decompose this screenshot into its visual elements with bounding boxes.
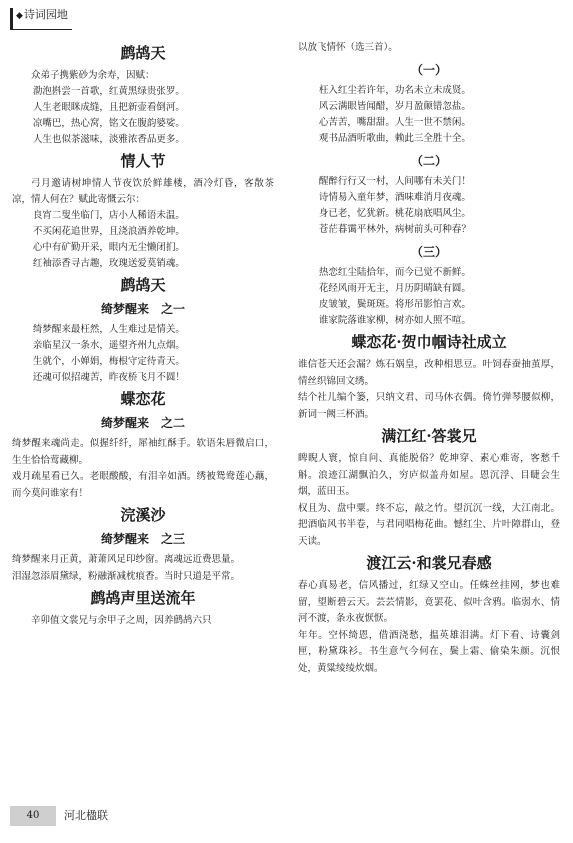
verse-line: 谁家院落谁家柳，树亦如人照不喧。 [318, 315, 471, 326]
poem-preface: 辛卯值文裳兄与余甲子之周，因养鹧鸪六只 [31, 615, 212, 626]
verse-line: 苍茫暮霭平林外，病树前头可种春？ [318, 224, 471, 235]
verse-line: 热恋红尘陆拾年，而今已觉不新鲜。 [318, 267, 471, 278]
verse-line: 凉嘴巴，热心窝，铭文在腹韵婆娑。 [32, 118, 185, 129]
poem-stanza: 绮梦醒来月正黄，萧萧风足印纱窗。离魂远近费思量。 [12, 554, 241, 565]
poem-subtitle: 绮梦醒来 之一 [100, 302, 185, 316]
poem-stanza: 泪湿忽添眉黛绿，粉融渐减枕痕香。当时只道是平常。 [12, 570, 241, 582]
preface-continuation: 以放飞情怀（选三首）。 [298, 42, 398, 53]
verse-line: 风云满眼皆闻醋，岁月盈颠错忽盐。 [318, 101, 471, 112]
poem-preface: 弓月邀请树坤情人节夜饮於鲜雄楼，酒冷灯昏，客散茶凉，情人何在？赋此寄慨云尔： [12, 178, 274, 205]
poem-stanza: 权且为、盘中粟。终不忘，敲之竹。望沉沉一线，大江南北。把酒临风书半卷，与君同唱梅花曲。憾红尘、片叶障群山，登天读。 [298, 502, 560, 547]
verse-line: 还魂可似招魂苦，昨夜桥飞月不圆！ [32, 372, 185, 383]
verse-line: 花经风雨开无主，月历阴晴缺有圆。 [318, 283, 471, 294]
poem-title: 浣溪沙 [120, 506, 166, 524]
part-number: （三） [410, 245, 447, 259]
verse-line: 醒醉行行又一村，人间哪有未关门！ [318, 176, 471, 187]
verse-line: 生就个，小婵娟，梅根守定待青天。 [32, 356, 185, 367]
poem-title: 鹧鸪声里送流年 [90, 589, 196, 607]
poem-subtitle: 绮梦醒来 之二 [100, 416, 185, 430]
poem-stanza: 春心真易老，信风播过，红绿又空山。任蛛丝挂网，梦也难留，望断碧云天。芸芸情影，竟罢花、似叶含鸦。临弱水、情河不渡，条永夜恹恹。 [298, 580, 560, 624]
poem-title: 情人节 [120, 152, 166, 170]
verse-line: 人生老眼眯成缝，且把新壶看倒河。 [32, 102, 185, 113]
poem-title: 蝶恋花·贺巾帼诗社成立 [351, 333, 507, 351]
verse-line: 枉入红尘若许年，功名未立未成贤。 [318, 85, 471, 96]
right-column [298, 40, 560, 677]
poem-title: 鹧鸪天 [120, 44, 166, 62]
left-column [12, 40, 274, 629]
poem-subtitle: 绮梦醒来 之三 [100, 532, 185, 546]
page-footer [10, 806, 190, 826]
verse-line: 绮梦醒来最枉然，人生难过是情关。 [32, 324, 185, 335]
verse-line: 良宵二叟坐临门，店小人稀语未温。 [32, 210, 185, 221]
poem-stanza: 睥睨人寰，惊自问、真能脱俗？乾坤穿、素心难寄，客愁千斛。浪迹江湖飘泊久，穷庐似盖舟如屋。恩沉浮、目睫会生烟，蓝田玉。 [298, 453, 560, 497]
poem-title: 渡江云·和裳兄春感 [366, 554, 492, 572]
verse-line: 不买闲花追世界，且浇浪酒养乾坤。 [32, 226, 185, 237]
poem-stanza: 戏月疏星看已久。老眼酸酸，有泪辛如酒。绣被鸳鸯莲心藕，而今莫问谁家有！ [12, 471, 274, 499]
verse-line: 皮皱皱，鬓斑斑。将形吊影怕言欢。 [318, 299, 471, 310]
poem-stanza: 结个社儿编个篓，只纳文君、司马休衣偶。倚竹弹琴腰似柳，新词一阙三杯酒。 [298, 392, 560, 420]
poem-title: 鹧鸪天 [120, 276, 166, 294]
verse-line: 红袖添香寻古趣，玫瑰送爱莫销魂。 [32, 258, 185, 269]
verse-line: 人生也似茶滋味，淡雅浓香品更多。 [32, 134, 185, 145]
verse-line: 身已老，忆犹新。桃花扇底唱风尘。 [318, 208, 471, 219]
verse-line: 亲临星汉一条水，遥望齐州九点烟。 [32, 340, 185, 351]
poem-stanza: 谁信苍天还会漏？炼石娲皇，改种相思豆。叶饲春蚕抽茧厚，情丝织锦回文绣。 [298, 359, 560, 387]
section-header [10, 8, 72, 30]
part-number: （一） [410, 63, 447, 77]
diamond-bullet-icon: ◆ [16, 11, 23, 21]
part-number: （二） [410, 154, 447, 168]
verse-line: 诗情易入童年梦，酒味难消月夜魂。 [318, 192, 471, 203]
page-number: 40 [10, 806, 56, 826]
verse-line: 心苦苦，嘴甜甜。人生一世不禁闲。 [318, 117, 471, 128]
poem-preface: 众弟子携紫砂为余寿，因赋： [31, 70, 155, 81]
poem-title: 蝶恋花 [120, 390, 166, 408]
verse-line: 观书品酒听歌曲，赖此三全胜十全。 [318, 133, 471, 144]
verse-line: 心中有矿勤开采，眼内无尘懒闭扪。 [32, 242, 185, 253]
journal-name: 河北楹联 [64, 809, 108, 822]
poem-title: 满江红·答裳兄 [381, 427, 477, 445]
verse-line: 泐泡斟尝一首歌，红黄黑绿贵张罗。 [32, 86, 185, 97]
poem-stanza: 年年。空怀绮恩，借酒浇愁，揾英雄泪满。灯下看、诗囊剑匣，粉黛珠衫。书生意气今何在，鬓上霜、偷染朱颜。沉恨处，黄粱绫绫炊烟。 [298, 629, 560, 674]
poem-stanza: 绮梦醒来魂尚走。似握纤纤，犀袖红酥手。软语朱唇微启口，生生恰恰莺藏柳。 [12, 438, 274, 466]
section-title: 诗词园地 [23, 8, 68, 21]
